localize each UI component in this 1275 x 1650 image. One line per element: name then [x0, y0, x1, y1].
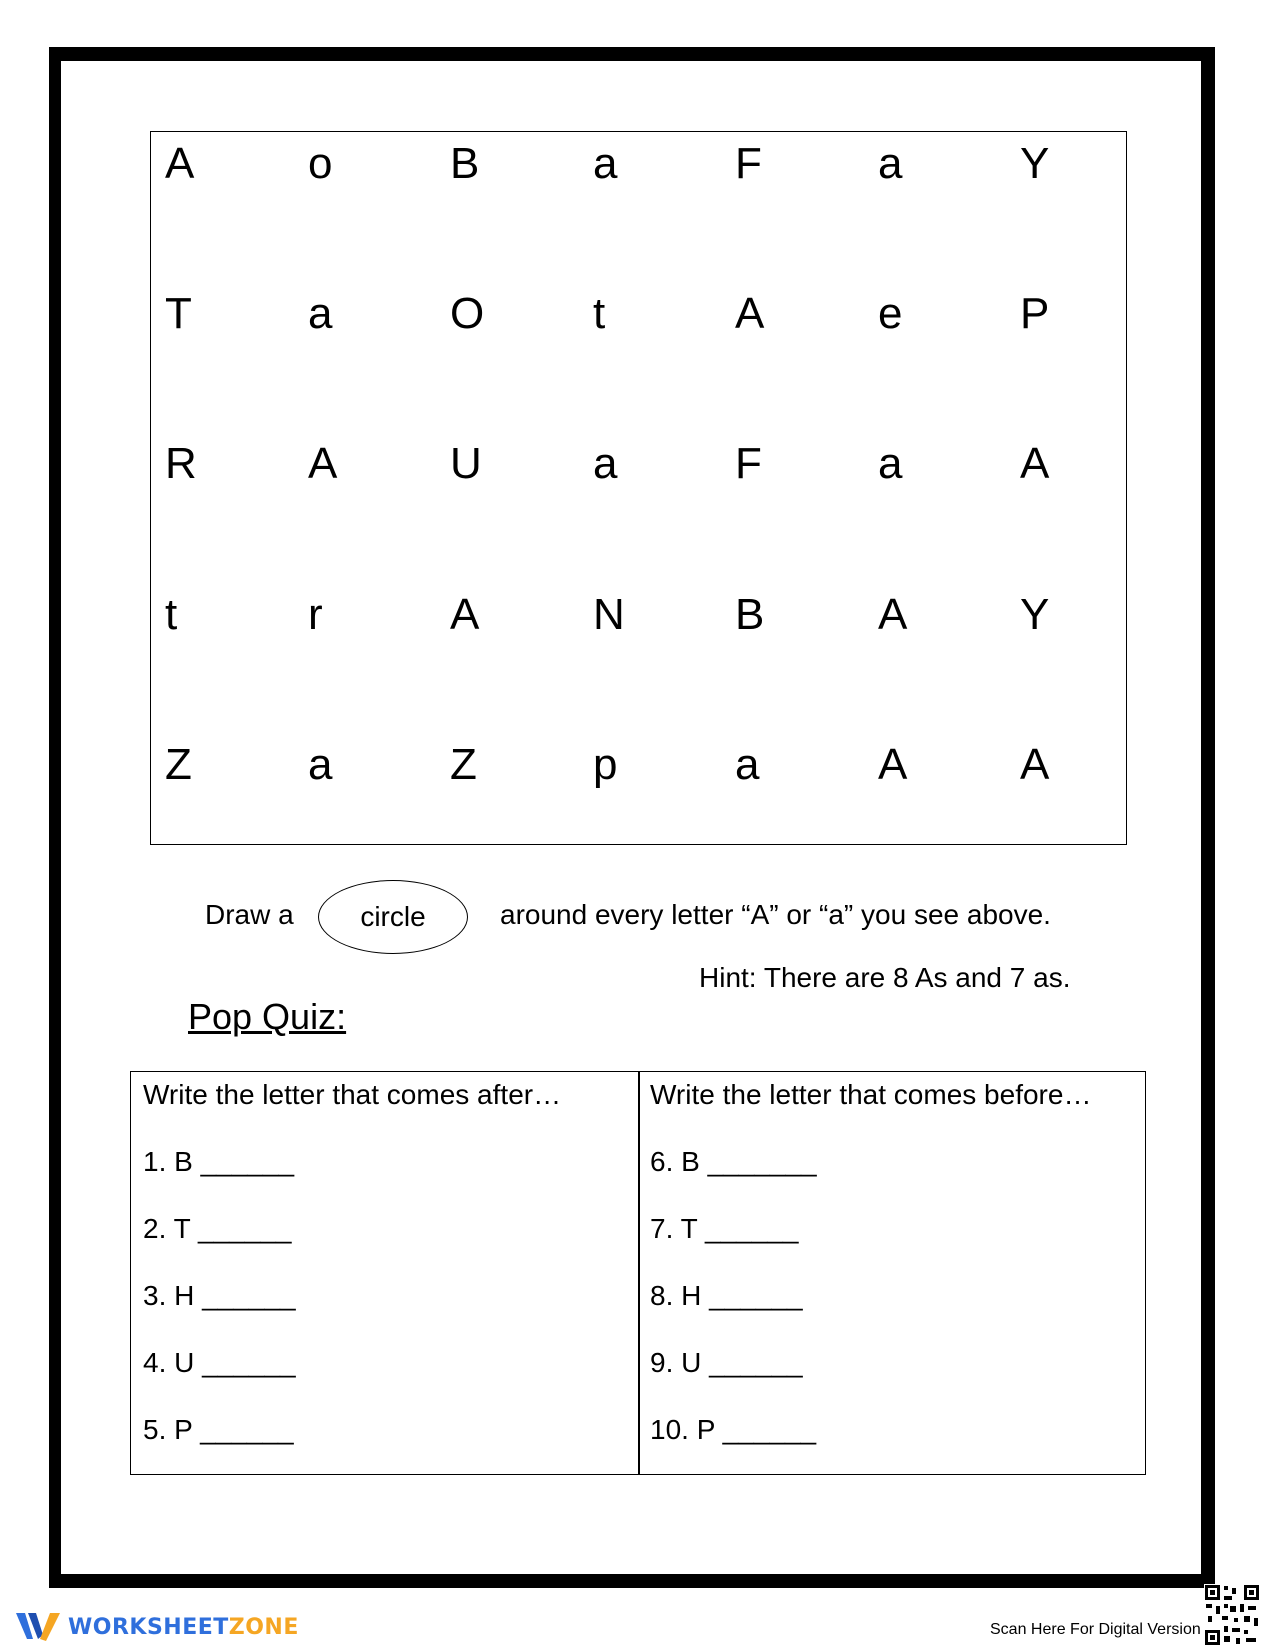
- letter-cell[interactable]: R: [165, 439, 197, 488]
- letter-cell[interactable]: A: [1020, 740, 1050, 789]
- brand-name-part1: WORKSHEET: [68, 1614, 229, 1640]
- letter-cell[interactable]: Y: [1020, 139, 1050, 188]
- letter-cell[interactable]: B: [735, 590, 765, 639]
- quiz-item-2[interactable]: 2. T ______: [143, 1213, 292, 1244]
- letter-grid-row: [151, 585, 1126, 645]
- after-column-header: Write the letter that comes after…: [143, 1079, 562, 1110]
- qr-code-icon[interactable]: [1204, 1584, 1260, 1646]
- letter-cell[interactable]: a: [878, 139, 903, 188]
- letter-cell[interactable]: A: [1020, 439, 1050, 488]
- letter-cell[interactable]: T: [165, 289, 192, 338]
- circle-example-label: circle: [360, 901, 426, 932]
- letter-grid: [150, 131, 1127, 845]
- worksheetzone-logo[interactable]: [16, 1609, 299, 1645]
- letter-cell[interactable]: e: [878, 289, 903, 338]
- letter-cell[interactable]: a: [593, 139, 618, 188]
- letter-cell[interactable]: F: [735, 439, 762, 488]
- quiz-column-divider: [638, 1072, 640, 1474]
- quiz-item-10[interactable]: 10. P ______: [650, 1414, 817, 1445]
- quiz-item-4[interactable]: 4. U ______: [143, 1347, 296, 1378]
- letter-cell[interactable]: Z: [450, 740, 477, 789]
- quiz-item-3[interactable]: 3. H ______: [143, 1280, 296, 1311]
- instruction-suffix: around every letter “A” or “a” you see above.: [500, 899, 1051, 930]
- before-column-header: Write the letter that comes before…: [650, 1079, 1092, 1110]
- quiz-table: [130, 1071, 1146, 1475]
- circle-example-oval: [318, 880, 468, 954]
- letter-cell[interactable]: F: [735, 139, 762, 188]
- quiz-item-1[interactable]: 1. B ______: [143, 1146, 295, 1177]
- letter-cell[interactable]: a: [308, 740, 333, 789]
- letter-cell[interactable]: A: [735, 289, 765, 338]
- letter-cell[interactable]: A: [878, 740, 908, 789]
- letter-cell[interactable]: p: [593, 740, 618, 789]
- letter-cell[interactable]: a: [878, 439, 903, 488]
- letter-cell[interactable]: A: [308, 439, 338, 488]
- letter-cell[interactable]: a: [593, 439, 618, 488]
- letter-cell[interactable]: a: [735, 740, 760, 789]
- scan-here-text: Scan Here For Digital Version: [990, 1621, 1201, 1638]
- quiz-item-6[interactable]: 6. B _______: [650, 1146, 817, 1177]
- letter-cell[interactable]: P: [1020, 289, 1050, 338]
- pop-quiz-heading: Pop Quiz:: [188, 996, 347, 1037]
- quiz-item-5[interactable]: 5. P ______: [143, 1414, 294, 1445]
- quiz-item-9[interactable]: 9. U ______: [650, 1347, 803, 1378]
- letter-cell[interactable]: a: [308, 289, 333, 338]
- letter-cell[interactable]: t: [593, 289, 606, 338]
- letter-cell[interactable]: A: [165, 139, 195, 188]
- quiz-item-8[interactable]: 8. H ______: [650, 1280, 803, 1311]
- letter-cell[interactable]: A: [450, 590, 480, 639]
- letter-grid-row: [151, 434, 1126, 494]
- instruction-prefix: Draw a: [205, 899, 294, 930]
- letter-cell[interactable]: N: [593, 590, 625, 639]
- letter-grid-row: [151, 284, 1126, 344]
- brand-name-part2: ZONE: [228, 1614, 299, 1640]
- hint-text: Hint: There are 8 As and 7 as.: [699, 962, 1071, 993]
- letter-cell[interactable]: o: [308, 139, 333, 188]
- letter-cell[interactable]: r: [308, 590, 323, 639]
- letter-cell[interactable]: Z: [165, 740, 192, 789]
- letter-cell[interactable]: A: [878, 590, 908, 639]
- letter-cell[interactable]: U: [450, 439, 482, 488]
- quiz-item-7[interactable]: 7. T ______: [650, 1213, 799, 1244]
- letter-grid-row: [151, 735, 1126, 795]
- w-logo-icon: [16, 1609, 62, 1645]
- letter-cell[interactable]: O: [450, 289, 485, 338]
- letter-cell[interactable]: B: [450, 139, 480, 188]
- letter-grid-row: [151, 134, 1126, 194]
- letter-cell[interactable]: t: [165, 590, 178, 639]
- letter-cell[interactable]: Y: [1020, 590, 1050, 639]
